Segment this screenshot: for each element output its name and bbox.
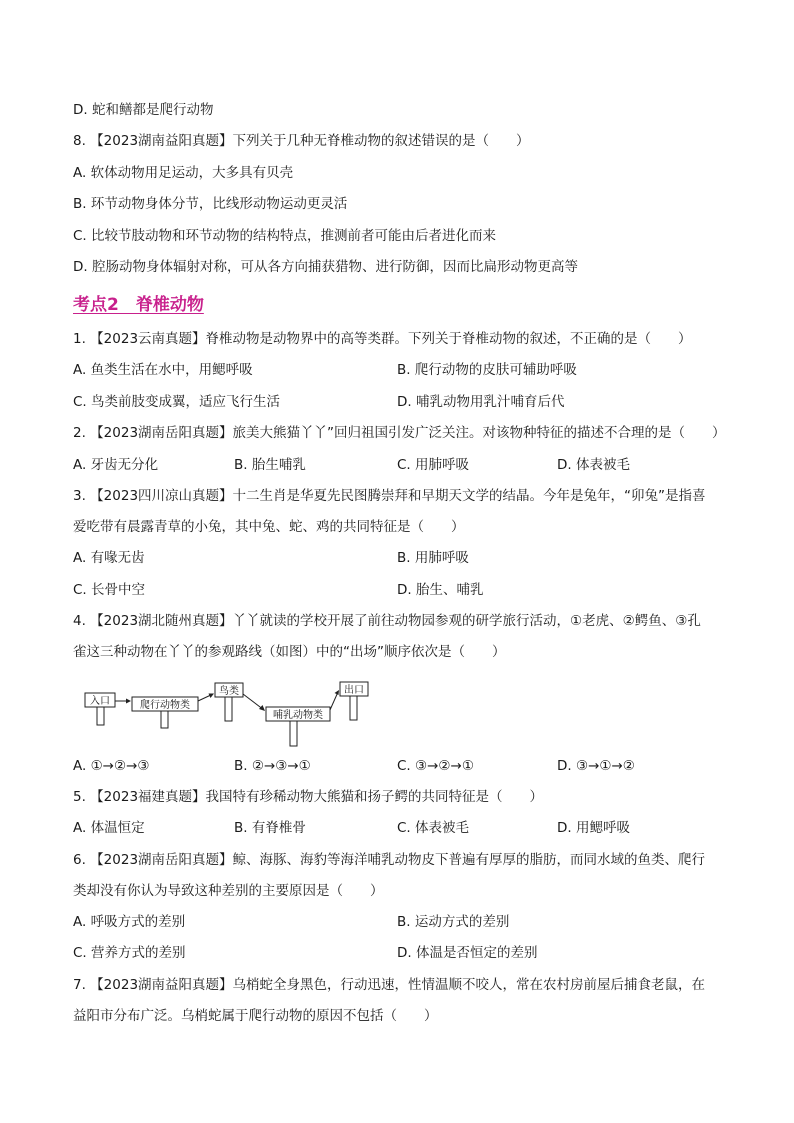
q1-option-d: D. 哺乳动物用乳汁哺育后代 (397, 394, 565, 410)
q5-option-c: C. 体表被毛 (397, 820, 470, 836)
q2-option-d: D. 体表被毛 (557, 457, 630, 473)
q1-option-c: C. 鸟类前肢变成翼，适应飞行生活 (73, 394, 281, 410)
q3-option-b: B. 用肺呼吸 (397, 550, 469, 566)
q4-option-a: A. ①→②→③ (73, 758, 150, 774)
label-exit: 出口 (344, 685, 364, 696)
q8-option-d: D. 腔肠动物身体辐射对称，可从各方向捕获猎物、进行防御，因而比扁形动物更高等 (73, 259, 578, 275)
q1-option-a: A. 鱼类生活在水中，用鳃呼吸 (73, 362, 253, 378)
q6-option-d: D. 体温是否恒定的差别 (397, 945, 538, 961)
q5-option-d: D. 用鳃呼吸 (557, 820, 630, 836)
q8-option-b: B. 环节动物身体分节，比线形动物运动更灵活 (73, 196, 348, 212)
q2-stem: 2. 【2023湖南岳阳真题】旅美大熊猫丫丫”回归祖国引发广泛关注。对该物种特征的描述不合理的是（ ） (73, 425, 726, 441)
q7-stem-line2: 益阳市分布广泛。乌梢蛇属于爬行动物的原因不包括（ ） (73, 1008, 438, 1024)
section-title: 考点2 脊椎动物 (73, 295, 204, 315)
post-reptiles (161, 709, 168, 728)
route-diagram (70, 676, 390, 748)
label-entrance: 入口 (90, 696, 110, 707)
q5-option-b: B. 有脊椎骨 (234, 820, 306, 836)
q3-stem-line2: 爱吃带有晨露青草的小兔，其中兔、蛇、鸡的共同特征是（ ） (73, 519, 465, 535)
q3-option-a: A. 有喙无齿 (73, 550, 145, 566)
q3-option-d: D. 胎生、哺乳 (397, 582, 484, 598)
q5-stem: 5. 【2023福建真题】我国特有珍稀动物大熊猫和扬子鳄的共同特征是（ ） (73, 789, 544, 805)
q2-option-a: A. 牙齿无分化 (73, 457, 159, 473)
q2-option-b: B. 胎生哺乳 (234, 457, 306, 473)
q4-option-b: B. ②→③→① (234, 758, 311, 774)
q6-option-a: A. 呼吸方式的差别 (73, 914, 186, 930)
q8-option-c: C. 比较节肢动物和环节动物的结构特点，推测前者可能由后者进化而来 (73, 228, 497, 244)
q1-option-b: B. 爬行动物的皮肤可辅助呼吸 (397, 362, 577, 378)
label-reptiles: 爬行动物类 (140, 700, 190, 711)
q6-stem-line2: 类却没有你认为导致这种差别的主要原因是（ ） (73, 883, 384, 899)
q6-stem-line1: 6. 【2023湖南岳阳真题】鲸、海豚、海豹等海洋哺乳动物皮下普遍有厚厚的脂肪，而同水域的鱼类、爬行 (73, 852, 706, 868)
label-birds: 鸟类 (219, 686, 239, 697)
q4-stem-line2: 雀这三种动物在丫丫的参观路线（如图）中的“出场”顺序依次是（ ） (73, 644, 506, 660)
q1-stem: 1. 【2023云南真题】脊椎动物是动物界中的高等类群。下列关于脊椎动物的叙述，不正确的是（ ） (73, 331, 692, 347)
q6-option-c: C. 营养方式的差别 (73, 945, 186, 961)
q7-stem-line1: 7. 【2023湖南益阳真题】乌梢蛇全身黑色，行动迅速，性情温顺不咬人，常在农村房前屋后捕食老鼠，在 (73, 977, 706, 993)
q3-option-c: C. 长骨中空 (73, 582, 146, 598)
q3-stem-line1: 3. 【2023四川凉山真题】十二生肖是华夏先民图腾崇拜和早期天文学的结晶。今年是兔年，“卯兔”是指喜 (73, 488, 706, 504)
q4-stem-line1: 4. 【2023湖北随州真题】丫丫就读的学校开展了前往动物园参观的研学旅行活动，①老虎、②鳄鱼、③孔 (73, 613, 701, 629)
post-mammals (290, 720, 297, 746)
q2-option-c: C. 用肺呼吸 (397, 457, 470, 473)
q5-option-a: A. 体温恒定 (73, 820, 145, 836)
post-exit (350, 696, 357, 720)
arrow-4 (330, 692, 338, 710)
q6-option-b: B. 运动方式的差别 (397, 914, 510, 930)
post-birds (225, 695, 232, 721)
q7-prev-option-d: D. 蛇和鳝都是爬行动物 (73, 102, 214, 118)
label-mammals: 哺乳动物类 (273, 710, 323, 721)
q4-option-c: C. ③→②→① (397, 758, 474, 774)
q4-option-d: D. ③→①→② (557, 758, 635, 774)
post-entrance (97, 705, 104, 725)
q8-option-a: A. 软体动物用足运动，大多具有贝壳 (73, 165, 294, 181)
q8-stem: 8. 【2023湖南益阳真题】下列关于几种无脊椎动物的叙述错误的是（ ） (73, 133, 530, 149)
